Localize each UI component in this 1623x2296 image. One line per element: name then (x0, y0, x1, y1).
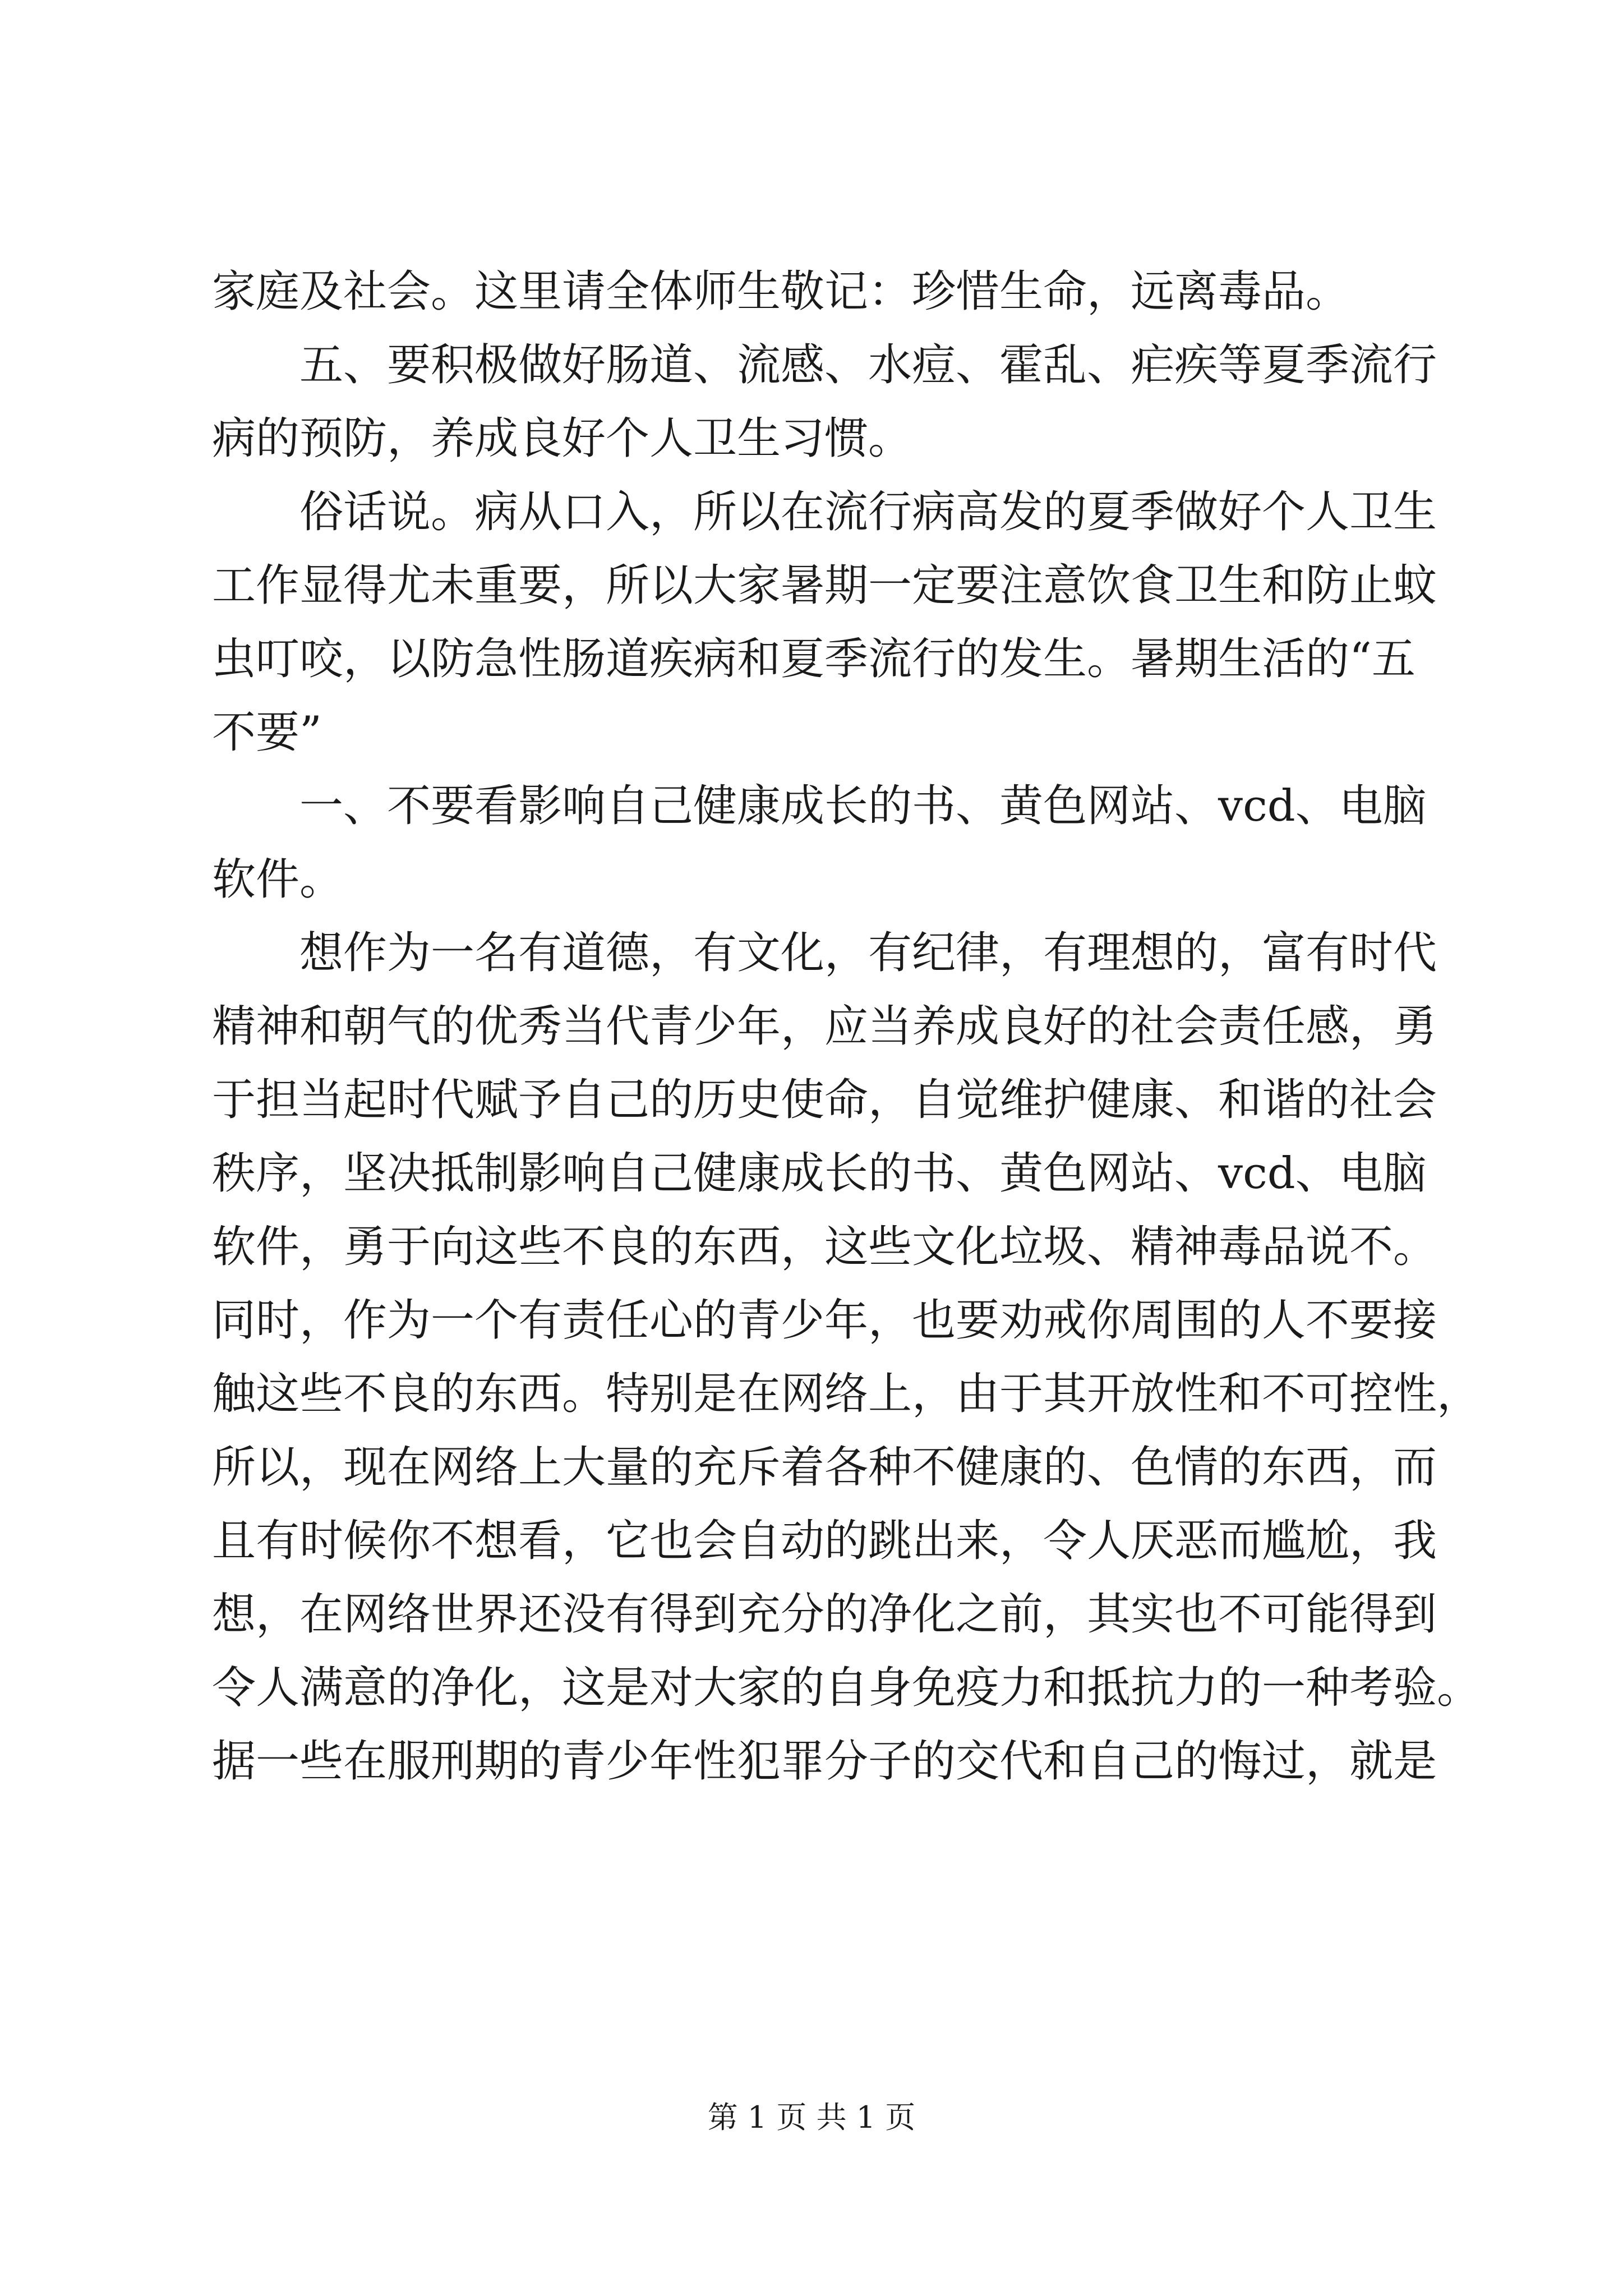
text-line: 所以，现在网络上大量的充斥着各种不健康的、色情的东西，而 (212, 1442, 1437, 1493)
text-line: 工作显得尤未重要，所以大家暑期一定要注意饮食卫生和防止蚊 (212, 560, 1437, 611)
text-line: 想作为一名有道德，有文化，有纪律，有理想的，富有时代 (299, 928, 1437, 978)
text-line: 不要” (212, 707, 322, 758)
text-line: 据一些在服刑期的青少年性犯罪分子的交代和自己的悔过，就是 (212, 1736, 1437, 1787)
document-body (212, 255, 1481, 1798)
text-line: 病的预防，养成良好个人卫生习惯。 (212, 413, 912, 464)
text-line: 令人满意的净化，这是对大家的自身免疫力和抵抗力的一种考验。 (212, 1663, 1481, 1713)
text-line: 想，在网络世界还没有得到充分的净化之前，其实也不可能得到 (212, 1589, 1437, 1640)
text-line: 家庭及社会。这里请全体师生敬记：珍惜生命，远离毒品。 (212, 266, 1350, 317)
page-number-label: 第 1 页 共 1 页 (707, 2100, 916, 2135)
text-line: 软件。 (212, 854, 344, 905)
text-line: 一、不要看影响自己健康成长的书、黄色网站、vcd、电脑 (299, 781, 1427, 831)
text-line: 秩序，坚决抵制影响自己健康成长的书、黄色网站、vcd、电脑 (212, 1148, 1427, 1199)
text-line: 五、要积极做好肠道、流感、水痘、霍乱、疟疾等夏季流行 (299, 340, 1437, 390)
page-footer (0, 2098, 1623, 2137)
text-line: 精神和朝气的优秀当代青少年，应当养成良好的社会责任感，勇 (212, 1001, 1437, 1052)
text-line: 触这些不良的东西。特别是在网络上，由于其开放性和不可控性， (212, 1369, 1481, 1419)
text-line: 软件，勇于向这些不良的东西，这些文化垃圾、精神毒品说不。 (212, 1222, 1437, 1272)
text-line: 俗话说。病从口入，所以在流行病高发的夏季做好个人卫生 (299, 487, 1437, 537)
text-line: 虫叮咬，以防急性肠道疾病和夏季流行的发生。暑期生活的“五 (212, 634, 1415, 684)
text-line: 同时，作为一个有责任心的青少年，也要劝戒你周围的人不要接 (212, 1295, 1437, 1346)
text-line: 且有时候你不想看，它也会自动的跳出来，令人厌恶而尴尬，我 (212, 1516, 1437, 1566)
text-line: 于担当起时代赋予自己的历史使命，自觉维护健康、和谐的社会 (212, 1075, 1437, 1125)
